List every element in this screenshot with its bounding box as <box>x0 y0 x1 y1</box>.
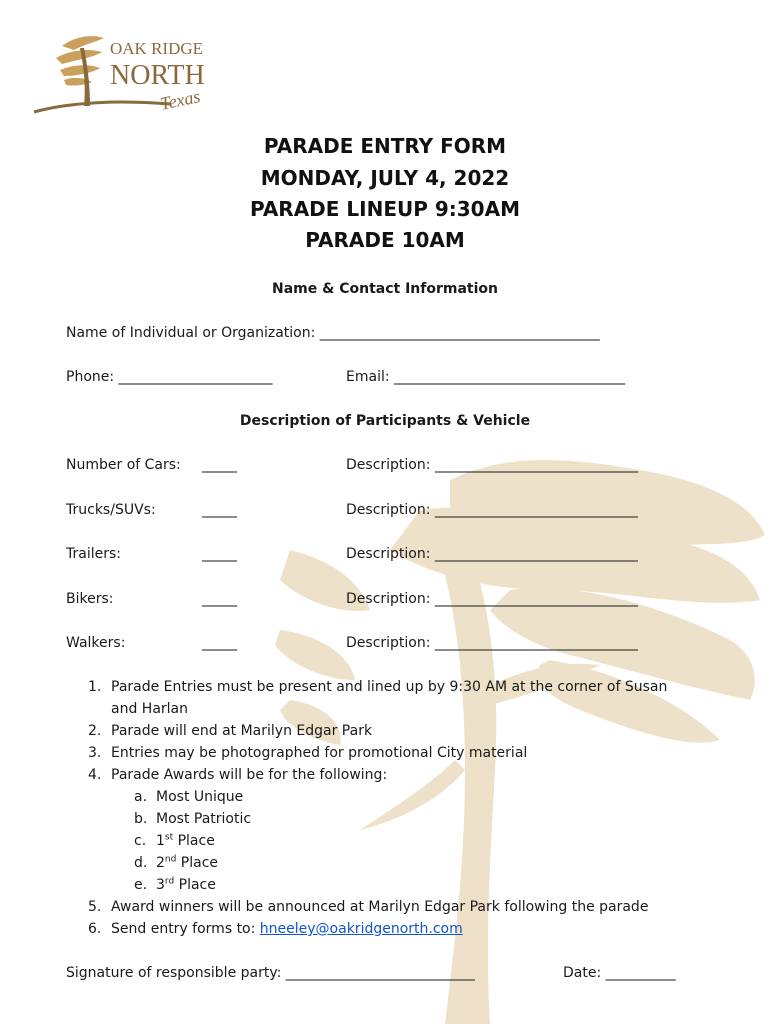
logo-line-2: NORTH <box>110 60 205 91</box>
award-item <box>88 830 688 852</box>
contact-section-heading: Name & Contact Information <box>272 281 498 297</box>
walkers-label: Walkers: <box>66 635 126 651</box>
list-item-text: Award winners will be announced at Marilyn Edgar Park following the parade <box>111 899 649 915</box>
walkers-description-field[interactable]: Description: _____________________________ <box>346 635 638 651</box>
trailers-count-field[interactable]: _____ <box>202 546 237 562</box>
date-field[interactable]: Date: __________ <box>563 965 676 981</box>
cars-label: Number of Cars: <box>66 457 181 473</box>
award-letter: d. <box>134 855 148 871</box>
parade-time: PARADE 10AM <box>305 228 465 252</box>
bikers-label: Bikers: <box>66 591 114 607</box>
award-item <box>88 852 688 874</box>
award-ordinal: 3 <box>156 877 165 893</box>
award-item <box>88 808 688 830</box>
list-item <box>88 896 688 918</box>
award-letter: c. <box>134 833 147 849</box>
list-number: 5. <box>88 899 102 915</box>
list-number: 3. <box>88 745 102 761</box>
participants-section-heading: Description of Participants & Vehicle <box>239 413 531 429</box>
trucks-count-field[interactable]: _____ <box>202 502 237 518</box>
logo-line-1: OAK RIDGE <box>110 39 204 58</box>
trailers-description-field[interactable]: Description: _____________________________ <box>346 546 638 562</box>
rules-list <box>88 676 688 940</box>
award-text: Place <box>174 877 216 893</box>
award-item <box>88 874 688 896</box>
cars-description-field[interactable]: Description: _____________________________ <box>346 457 638 473</box>
entry-email-link[interactable]: hneeley@oakridgenorth.com <box>259 921 463 937</box>
organization-name-field[interactable]: Name of Individual or Organization: ________________________________________ <box>66 325 600 341</box>
form-title: PARADE ENTRY FORM <box>263 134 507 158</box>
list-number: 1. <box>88 679 102 695</box>
signature-field[interactable]: Signature of responsible party: ___________________________ <box>66 965 475 981</box>
award-ordinal-suffix: rd <box>164 876 175 887</box>
award-letter: e. <box>134 877 148 893</box>
award-ordinal: 2 <box>156 855 165 871</box>
list-item <box>88 720 688 742</box>
award-ordinal-suffix: nd <box>164 854 177 865</box>
list-item-text: Parade Entries must be present and lined up by 9:30 AM at the corner of Susan and Harlan <box>111 679 668 717</box>
walkers-count-field[interactable]: _____ <box>202 635 237 651</box>
award-ordinal: 1 <box>156 833 165 849</box>
lineup-time: PARADE LINEUP 9:30AM <box>250 197 520 221</box>
bikers-count-field[interactable]: _____ <box>202 591 237 607</box>
trailers-label: Trailers: <box>66 546 121 562</box>
list-item <box>88 742 688 764</box>
list-number: 6. <box>88 921 102 937</box>
list-item-text: Parade Awards will be for the following: <box>111 767 388 783</box>
list-item-text: Parade will end at Marilyn Edgar Park <box>111 723 373 739</box>
logo-line-3: Texas <box>158 85 202 114</box>
award-letter: b. <box>134 811 148 827</box>
award-text: Most Unique <box>156 789 244 805</box>
phone-field[interactable]: Phone: ______________________ <box>66 369 273 385</box>
parade-date: MONDAY, JULY 4, 2022 <box>260 166 510 190</box>
award-text: Most Patriotic <box>156 811 252 827</box>
cars-count-field[interactable]: _____ <box>202 457 237 473</box>
award-item <box>88 786 688 808</box>
list-item <box>88 918 688 940</box>
award-text: Place <box>176 855 219 871</box>
list-item <box>88 764 688 786</box>
award-letter: a. <box>134 789 148 805</box>
award-ordinal-suffix: st <box>164 832 174 843</box>
list-item-text: Send entry forms to: <box>111 921 260 937</box>
trucks-description-field[interactable]: Description: _____________________________ <box>346 502 638 518</box>
email-field[interactable]: Email: _________________________________ <box>346 369 626 385</box>
trucks-label: Trucks/SUVs: <box>66 502 156 518</box>
list-number: 2. <box>88 723 102 739</box>
list-number: 4. <box>88 767 102 783</box>
award-text: Place <box>173 833 215 849</box>
bikers-description-field[interactable]: Description: _____________________________ <box>346 591 638 607</box>
list-item <box>88 676 688 720</box>
list-item-text: Entries may be photographed for promotional City material <box>111 745 528 761</box>
